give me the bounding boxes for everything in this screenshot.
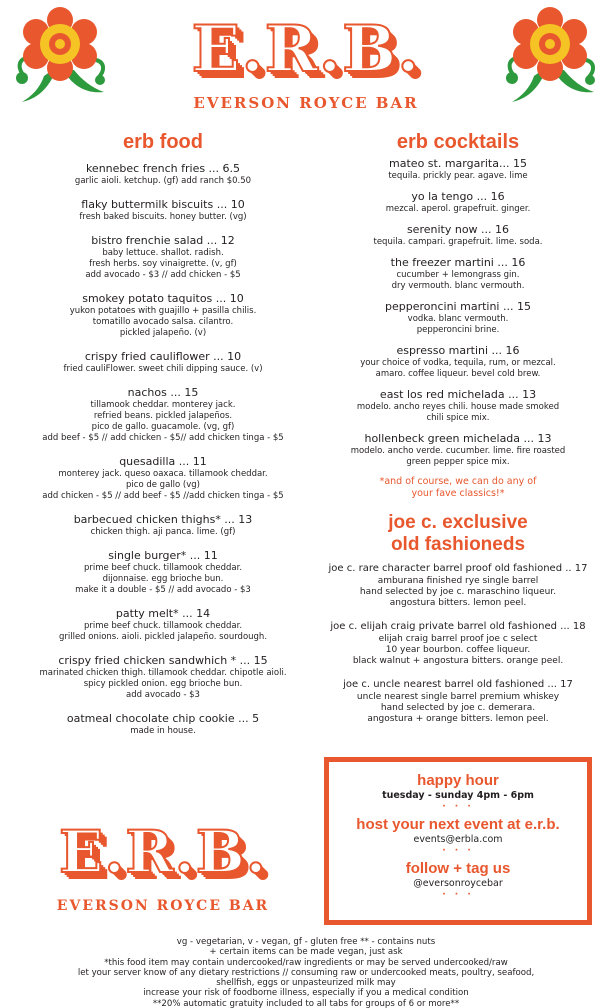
menu-item-description: amburana finished rye single barrel: [377, 576, 539, 586]
footer-line: + certain items can be made vegan, just ask: [209, 947, 403, 958]
menu-item: [30, 292, 296, 339]
menu-item-description: add chicken - $5 // add beef - $5 //add chicken tinga - $5: [42, 491, 284, 501]
menu-item-description: refried beans. pickled jalapeños.: [93, 411, 233, 421]
menu-item: [30, 607, 296, 643]
heading-line: joe c. exclusive: [388, 512, 528, 533]
menu-item-description: fried cauliFlower. sweet chili dipping sauce. (v): [63, 364, 263, 374]
footer-line: vg - vegetarian, v - vegan, gf - gluten free ** - contains nuts: [176, 937, 436, 947]
menu-item-description: add avocado - $3: [126, 690, 200, 700]
menu-item-description: fresh baked biscuits. honey butter. (vg): [79, 212, 247, 222]
event-email-link[interactable]: events@erbla.com: [413, 834, 503, 845]
menu-item-description: your choice of vodka, tequila, rum, or mezcal.: [360, 358, 556, 368]
menu-item-description: vodka. blanc vermouth.: [407, 314, 509, 324]
menu-item-description: garlic aioli. ketchup. (gf) add ranch $0.50: [74, 176, 252, 186]
menu-item-title: flaky buttermilk biscuits ... 10: [81, 198, 245, 211]
menu-item: [322, 562, 594, 609]
happy-hour-time: tuesday - sunday 4pm - 6pm: [382, 790, 534, 801]
menu-item: [30, 654, 296, 701]
menu-item: [322, 300, 594, 336]
menu-item-description: modelo. ancho reyes chili. house made smoked: [356, 402, 560, 412]
menu-item: [322, 256, 594, 292]
menu-item: [322, 190, 594, 215]
menu-item-description: yukon potatoes with guajillo + pasilla chilis.: [69, 306, 257, 316]
menu-item-description: prime beef chuck. tillamook cheddar.: [83, 563, 243, 573]
menu-item-description: tillamook cheddar. monterey jack.: [90, 400, 236, 410]
logo-subtitle: EVERSON ROYCE BAR: [56, 898, 270, 914]
food-list: [30, 162, 296, 737]
logo-title: E.R.B.: [58, 818, 267, 886]
menu-item: [30, 386, 296, 444]
menu-item-description: tequila. prickly pear. agave. lime: [388, 171, 528, 181]
menu-item-description: elijah craig barrel proof joe c select: [378, 634, 538, 644]
social-handle-link[interactable]: @eversonroycebar: [413, 878, 503, 889]
menu-item-title: the freezer martini ... 16: [390, 256, 526, 269]
menu-item-description: pico de gallo (vg): [126, 480, 200, 490]
menu-item-title: mateo st. margarita... 15: [389, 157, 527, 170]
menu-item-title: serenity now ... 16: [406, 223, 510, 236]
divider-dots: · · ·: [442, 802, 474, 812]
menu-item-title: nachos ... 15: [127, 386, 199, 399]
menu-item-title: pepperoncini martini ... 15: [385, 300, 531, 313]
footer-logo: [34, 812, 292, 912]
menu-item: [30, 350, 296, 375]
menu-item: [30, 234, 296, 281]
menu-item-description: add avocado - $3 // add chicken - $5: [85, 270, 241, 280]
menu-item-description: chicken thigh. aji panca. lime. (gf): [90, 527, 236, 537]
menu-item-description: angostura + orange bitters. lemon peel.: [367, 714, 549, 724]
cocktails-column: [322, 130, 594, 725]
menu-item: [322, 157, 594, 182]
classics-note: [322, 476, 594, 500]
food-column: [30, 130, 296, 737]
menu-item-description: prime beef chuck. tillamook cheddar.: [83, 621, 243, 631]
old-fashioneds-list: [322, 562, 594, 725]
menu-item-description: 10 year bourbon. coffee liqueur.: [385, 645, 531, 655]
menu-item-title: joe c. uncle nearest barrel old fashioned ... 17: [343, 679, 573, 690]
menu-item-description: tomatillo avocado salsa. cilantro.: [92, 317, 234, 327]
note-line: *and of course, we can do any of: [379, 476, 537, 487]
menu-item: [322, 432, 594, 468]
footer-line: shellfish, eggs or unpasteurized milk may: [216, 978, 396, 989]
footer-notes: [0, 937, 612, 1008]
cocktail-list: [322, 157, 594, 468]
menu-item-description: dry vermouth. blanc vermouth.: [391, 281, 525, 291]
menu-item-title: espresso martini ... 16: [396, 344, 520, 357]
follow-title: follow + tag us: [405, 860, 511, 877]
menu-item-title: joe c. rare character barrel proof old fashioned .. 17: [328, 563, 588, 574]
menu-item: [30, 198, 296, 223]
menu-item-description: make it a double - $5 // add avocado - $3: [75, 585, 251, 595]
menu-item-description: angostura bitters. lemon peel.: [389, 598, 527, 608]
logo-title: E.R.B.: [191, 12, 421, 87]
menu-item-description: made in house.: [130, 726, 196, 736]
menu-item-description: hand selected by joe c. demerara.: [380, 703, 536, 713]
menu-item-description: uncle nearest single barrel premium whiskey: [356, 692, 560, 702]
footer-line: increase your risk of foodborne illness, especially if you a medical condition: [143, 988, 469, 999]
footer-line: **20% automatic gratuity included to all tabs for groups of 6 or more**: [152, 998, 460, 1008]
menu-item-description: spicy pickled onion. egg brioche bun.: [83, 679, 243, 689]
menu-item-title: hollenbeck green michelada ... 13: [364, 432, 552, 445]
flower-icon: [513, 7, 587, 81]
right-flower-illustration: [500, 6, 600, 116]
flower-icon: [23, 7, 97, 81]
menu-item-title: patty melt* ... 14: [115, 607, 211, 620]
menu-item: [322, 620, 594, 667]
menu-item-description: modelo. ancho verde. cucumber. lime. fire roasted: [350, 446, 566, 456]
divider-dots: · · ·: [442, 846, 474, 856]
menu-item: [322, 388, 594, 424]
heading-line: old fashioneds: [390, 534, 526, 555]
menu-item-description: hand selected by joe c. maraschino liqueur.: [359, 587, 557, 597]
menu-item-title: single burger* ... 11: [108, 549, 218, 562]
footer-line: *this food item may contain undercooked/raw ingredients or may be served undercooked/raw: [104, 957, 508, 968]
note-line: your fave classics!*: [411, 488, 505, 499]
menu-item-title: kennebec french fries ... 6.5: [85, 162, 241, 175]
menu-item-description: marinated chicken thigh. tillamook cheddar. chipotle aioli.: [39, 668, 287, 678]
header-logo: [160, 10, 452, 112]
menu-item: [30, 162, 296, 187]
menu-item-description: cucumber + lemongrass gin.: [396, 270, 520, 280]
menu-item-description: add beef - $5 // add chicken - $5// add chicken tinga - $5: [42, 433, 284, 443]
menu-item-description: dijonnaise. egg brioche bun.: [102, 574, 224, 584]
menu-item-description: black walnut + angostura bitters. orange peel.: [352, 656, 564, 666]
event-title: host your next event at e.r.b.: [356, 816, 560, 833]
menu-item: [322, 344, 594, 380]
menu-item-title: east los red michelada ... 13: [379, 388, 537, 401]
menu-item-title: joe c. elijah craig private barrel old fashioned ... 18: [330, 621, 586, 632]
menu-item-description: grilled onions. aioli. pickled jalapeño. sourdough.: [58, 632, 268, 642]
logo-subtitle: EVERSON ROYCE BAR: [193, 94, 419, 112]
menu-item-description: green pepper spice mix.: [406, 457, 510, 467]
menu-item-description: tequila. campari. grapefruit. lime. soda.: [373, 237, 543, 247]
menu-item: [322, 223, 594, 248]
menu-item-description: fresh herbs. soy vinaigrette. (v, gf): [89, 259, 237, 269]
menu-item: [30, 513, 296, 538]
menu-item-description: amaro. coffee liqueur. bevel cold brew.: [375, 369, 541, 379]
menu-item-title: crispy fried chicken sandwhich * ... 15: [58, 654, 268, 667]
menu-item-description: pico de gallo. guacamole. (vg, gf): [91, 422, 235, 432]
menu-item-description: chili spice mix.: [426, 413, 490, 423]
menu-item-description: baby lettuce. shallot. radish.: [102, 248, 224, 258]
menu-item-title: barbecued chicken thighs* ... 13: [73, 513, 253, 526]
menu-item-title: crispy fried cauliflower ... 10: [84, 350, 242, 363]
menu-item: [30, 712, 296, 737]
menu-item-title: smokey potato taquitos ... 10: [82, 292, 244, 305]
happy-hour-title: happy hour: [417, 772, 499, 789]
menu-item-description: pickled jalapeño. (v): [119, 328, 207, 338]
menu-item-title: oatmeal chocolate chip cookie ... 5: [66, 712, 260, 725]
menu-item-description: mezcal. aperol. grapefruit. ginger.: [385, 204, 531, 214]
menu-item-title: yo la tengo ... 16: [411, 190, 505, 203]
menu-item-description: monterey jack. queso oaxaca. tillamook cheddar.: [58, 469, 268, 479]
menu-item-title: bistro frenchie salad ... 12: [91, 234, 235, 247]
left-flower-illustration: [10, 6, 110, 116]
divider-dots: · · ·: [442, 890, 474, 900]
menu-item-title: quesadilla ... 11: [119, 455, 207, 468]
info-box: [324, 757, 592, 925]
old-fashioneds-heading: [322, 512, 594, 556]
menu-item: [322, 678, 594, 725]
menu-item: [30, 455, 296, 502]
food-heading: erb food: [123, 131, 203, 153]
footer-line: let your server know of any dietary restrictions // consuming raw or undercooked meats, poultry, seafood,: [77, 967, 535, 978]
menu-item-description: pepperoncini brine.: [416, 325, 500, 335]
menu-item: [30, 549, 296, 596]
cocktails-heading: erb cocktails: [396, 131, 520, 153]
